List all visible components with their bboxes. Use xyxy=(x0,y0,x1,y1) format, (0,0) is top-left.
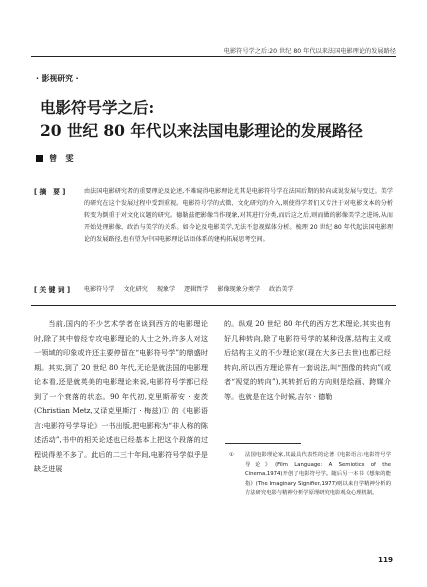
keyword: 电影符号学 xyxy=(84,286,115,293)
author-name: 曾 雯 xyxy=(49,153,74,163)
footnote-text: 法国电影理论家,其最具代表性的论著《电影语言:电影符号学导论》(Film Language: A Semiotics of the Cinema,1974)开创了电影符号学。随后另一本书《想象的能指》(The Imaginary Signifier,1977)则以来自学精神分析的方法研究电影与精神分析学原理研究电影观众心理机制。 xyxy=(245,452,391,497)
title-line-1: 电影符号学之后: xyxy=(40,98,155,117)
section-label: · 影视研究 · xyxy=(36,74,79,83)
keyword: 影像现象分类学 xyxy=(217,286,261,293)
abstract-label: [ 摘 要 ] xyxy=(34,188,66,196)
keyword: 现象学 xyxy=(156,286,176,293)
author-row xyxy=(36,153,74,164)
keyword: 逻辑哲学 xyxy=(184,286,209,293)
running-header: 电影符号学之后:20 世纪 80 年代以来法国电影理论的发展路径 xyxy=(223,48,396,55)
header-rule xyxy=(31,56,396,57)
abstract-text: 由法国电影研究者的重要理论及论述,不难窥得电影理论尤其是电影符号学在法国后期的转向或说发展与变迁。美学的研究在这个发展过程中受到重视。电影符号学的式微、文化研究的介入,则使得学者们又专注于对电影文本的分析转变为倒重于对文化议题的研究。德勒兹把影像当作现象,对其进行分类,而后这之后,则而做的影像美学之进场,从而开始处理影像、政治与美学的关系。如今论及电影美学,无法不忽视媒体分析。梳理 20 世纪 80 年代起法国电影理论的发展路径,也有望为中国电影理论话语体系的建构拓展思考空间。 xyxy=(84,188,393,243)
keywords xyxy=(34,284,393,294)
page-number: 119 xyxy=(377,555,393,564)
footnote-mark: ① xyxy=(229,452,234,458)
keywords-label: [ 关 键 词 ] xyxy=(34,286,71,294)
keyword: 文化研究 xyxy=(123,286,148,293)
keyword: 政治美学 xyxy=(269,286,294,293)
footnote-rule xyxy=(225,443,301,444)
square-bullet-icon xyxy=(36,155,43,162)
article-title xyxy=(40,96,387,142)
footnote xyxy=(229,451,391,499)
body-rule xyxy=(31,305,396,306)
body-column-right xyxy=(224,317,391,404)
keywords-list xyxy=(84,284,294,294)
body-paragraph: 当前,国内的不少艺术学者在谈到西方的电影理论时,除了其中曾经专攻电影理论的人士之外,许多人对这一领域的印象或许还主要停留在“电影符号学”的鼎盛时期。其实,到了 20 世纪 80 年代,无论是就法国的电影理论本看,还是就英美的电影理论来说,电影符号学都已经到了一个衰落的状态。90 年代初,克里斯蒂安 · 麦茨(Christian Metz,又译克里斯汀 · 梅兹)① 的《电影语言:电影符号学导论》一书出版,把电影称为“非人称的陈述活动”,书中的相关论述也已经基本上把这个段落的过程说得差不多了。此后的二三十年间,电影符号学似乎是缺乏进展 xyxy=(34,319,208,474)
body-paragraph: 的。纵观 20 世纪 80 年代的西方艺术理论,其实也有好几种转向,除了电影符号学的某种没落,结构主义或后结构主义的不少理论家(现在大多已去世)也都已经转向,所以西方理论界有一套说法,叫“图像的转向”(或者“视觉的转向”),其转折后的方向则是绘画、跨媒介等。也就是在这个时候,吉尔 · 德勒 xyxy=(224,319,391,401)
title-line-2: 20 世纪 80 年代以来法国电影理论的发展路径 xyxy=(40,121,363,140)
body-column-left xyxy=(34,317,208,477)
abstract xyxy=(34,186,393,246)
